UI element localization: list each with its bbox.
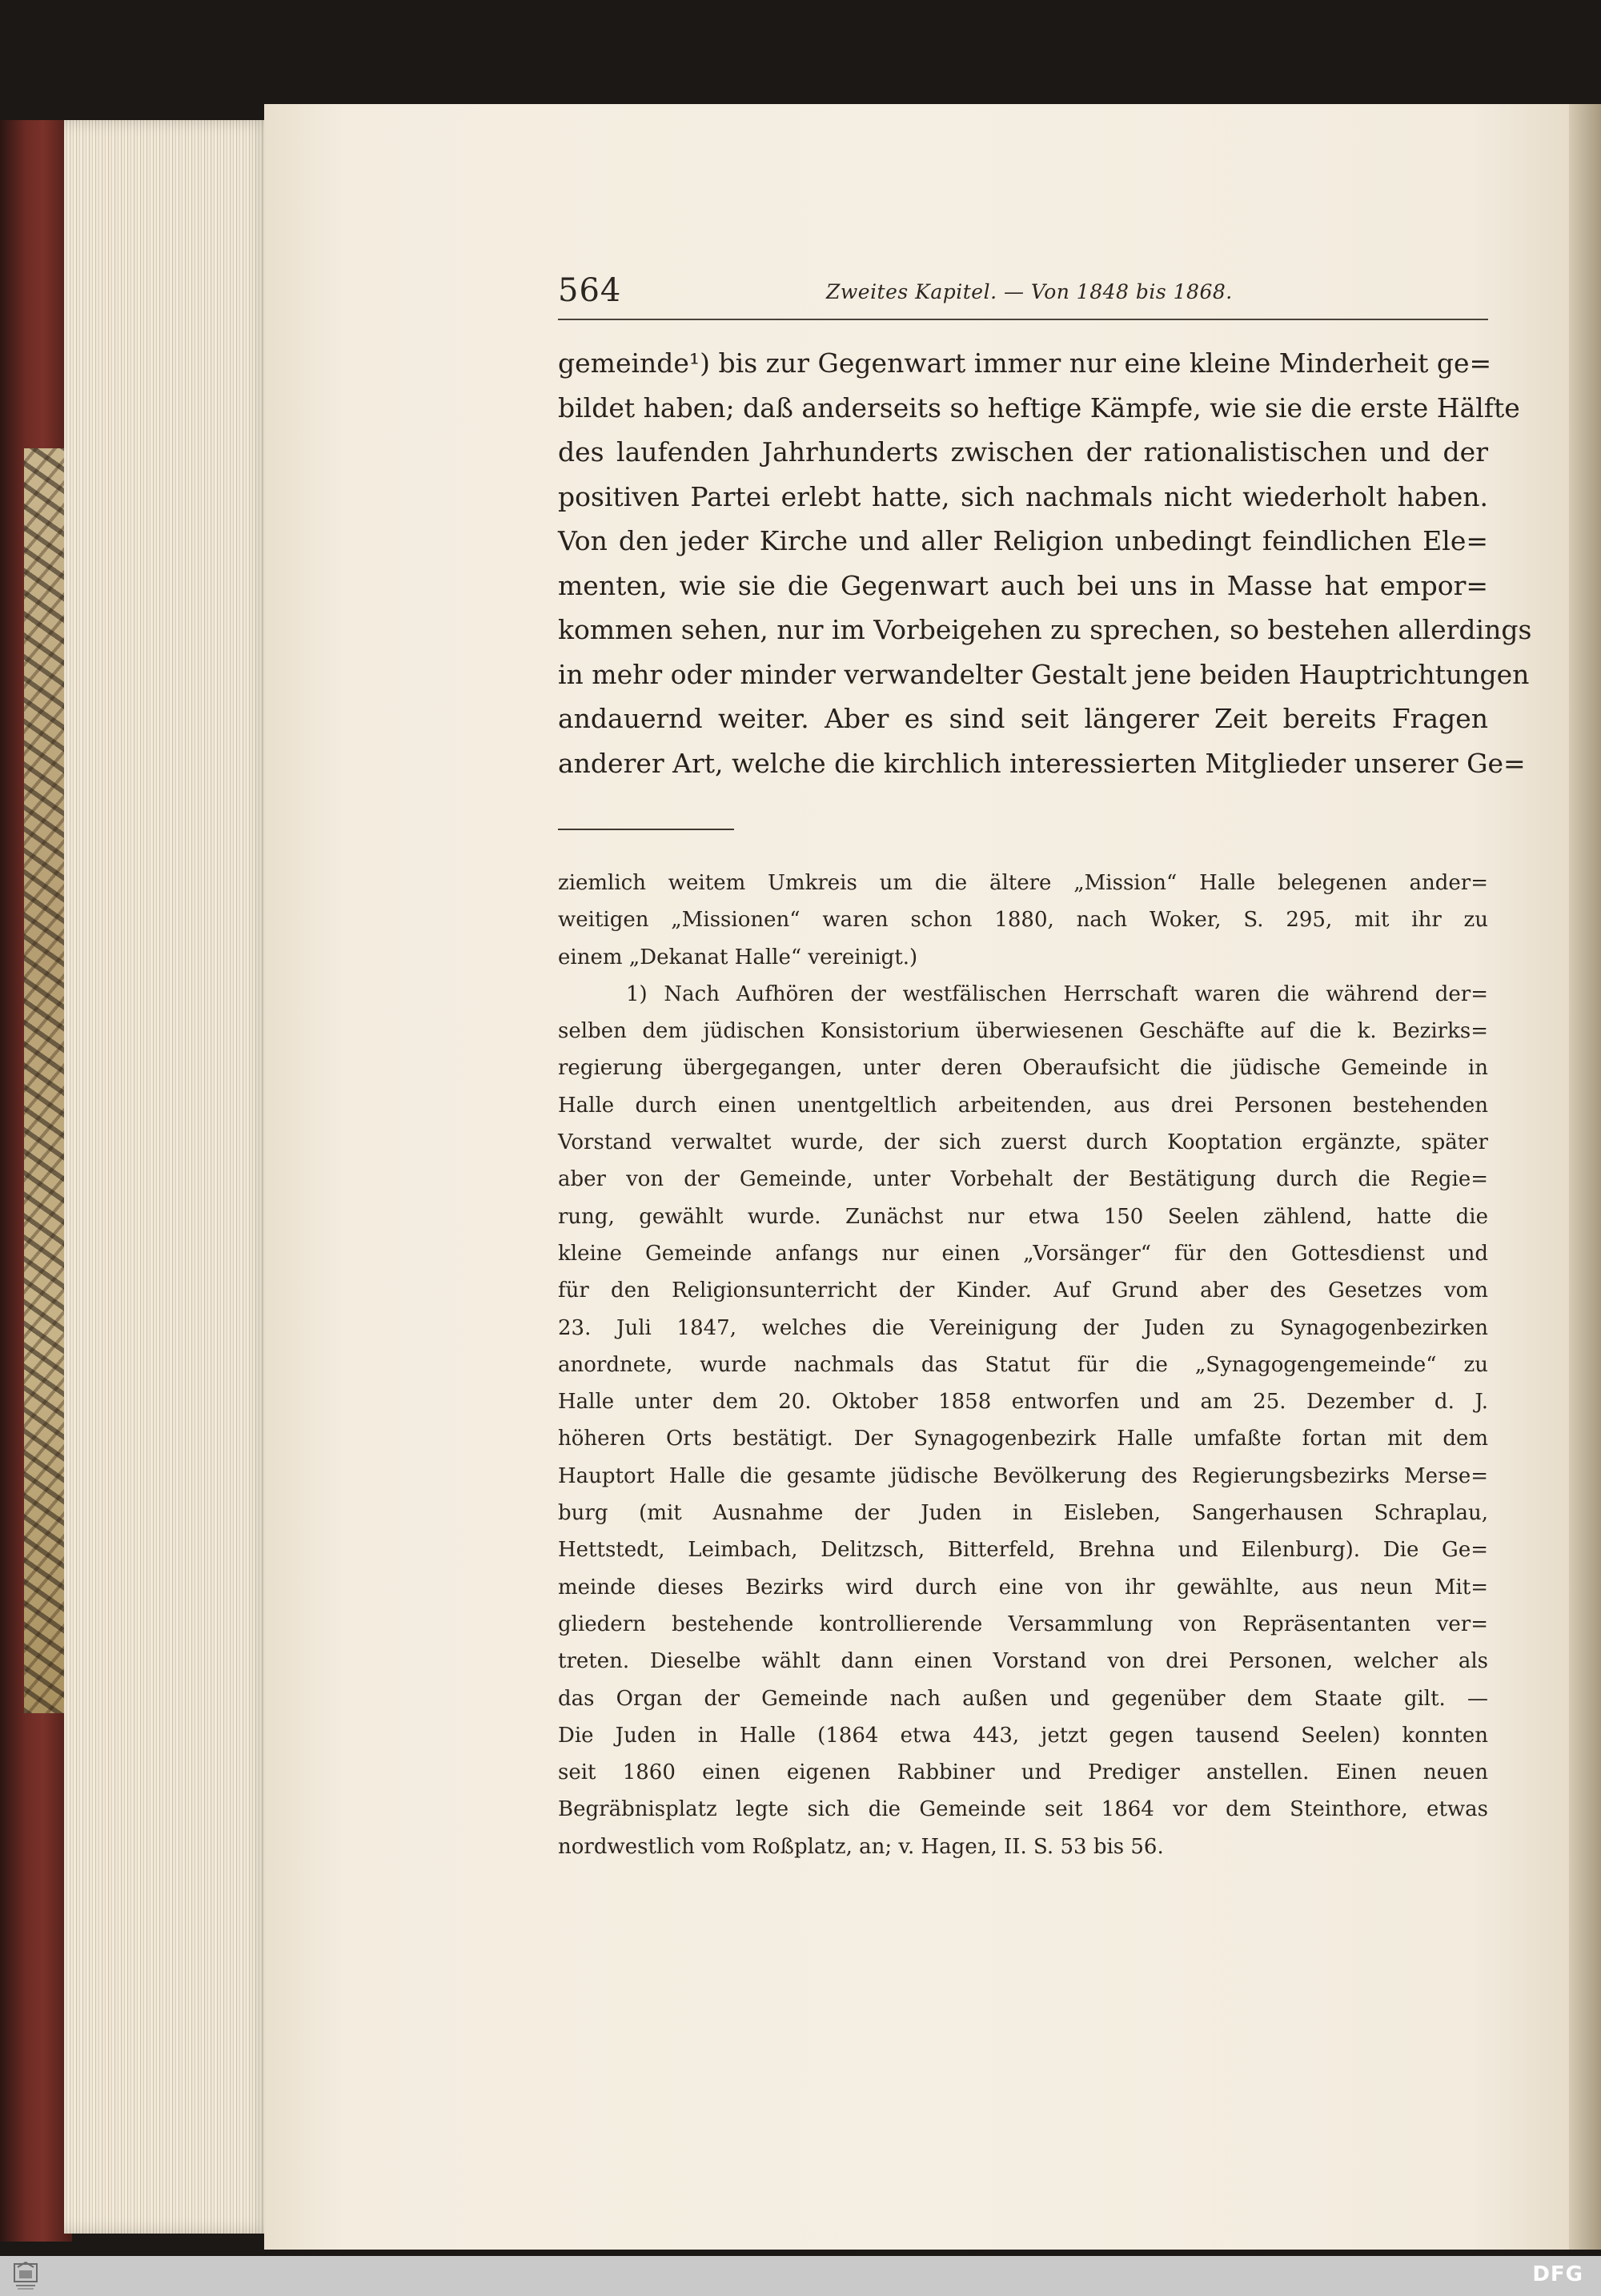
footnote-line: 1) Nach Aufhören der westfälischen Herrschaft waren die während der= [626, 981, 1488, 1006]
footnote-line: selben dem jüdischen Konsistorium überwiesenen Geschäfte auf die k. Bezirks= [558, 1019, 1488, 1044]
footnote-line: 23. Juli 1847, welches die Vereinigung der Juden zu Synagogenbezirken [558, 1315, 1488, 1340]
footnote-line: Die Juden in Halle (1864 etwa 443, jetzt gegen tausend Seelen) konnten [558, 1723, 1488, 1748]
page-header [558, 272, 1487, 320]
footnotes [558, 865, 1488, 1865]
body-line: kommen sehen, nur im Vorbeigehen zu sprechen, so bestehen allerdings [558, 614, 1532, 645]
footnote-line: einem „Dekanat Halle“ vereinigt.) [558, 945, 918, 969]
footnote-line: weitigen „Missionen“ waren schon 1880, nach Woker, S. 295, mit ihr zu [558, 908, 1488, 933]
body-text [558, 341, 1532, 785]
footnote-line: Vorstand verwaltet wurde, der sich zuerst durch Kooptation ergänzte, später [558, 1130, 1488, 1155]
footnote-separator [558, 829, 734, 830]
footnote-line: Halle unter dem 20. Oktober 1858 entworfen und am 25. Dezember d. J. [558, 1390, 1488, 1415]
footnote-line: Hettstedt, Leimbach, Delitzsch, Bitterfeld, Brehna und Eilenburg). Die Ge= [558, 1538, 1488, 1563]
footnote-line: ziemlich weitem Umkreis um die ältere „Mission“ Halle belegenen ander= [558, 871, 1488, 895]
body-line: Von den jeder Kirche und aller Religion unbedingt feindlichen Ele= [558, 525, 1488, 556]
page-stack [64, 120, 272, 2234]
footnote-line: kleine Gemeinde anfangs nur einen „Vorsänger“ für den Gottesdienst und [558, 1241, 1488, 1266]
body-line: in mehr oder minder verwandelter Gestalt jene beiden Hauptrichtungen [558, 658, 1530, 690]
body-line: gemeinde¹) bis zur Gegenwart immer nur eine kleine Minderheit ge= [558, 347, 1492, 379]
footnote-line: regierung übergegangen, unter deren Oberaufsicht die jüdische Gemeinde in [558, 1056, 1488, 1081]
footnote-line: burg (mit Ausnahme der Juden in Eisleben, Sangerhausen Schraplau, [558, 1501, 1488, 1526]
footnote-line: treten. Dieselbe wählt dann einen Vorstand von drei Personen, welcher als [558, 1649, 1488, 1674]
page-number: 564 [558, 272, 622, 309]
viewer-bottom-bar [0, 2256, 1601, 2296]
body-line: anderer Art, welche die kirchlich interessierten Mitglieder unserer Ge= [558, 747, 1526, 779]
footnote-line: seit 1860 einen eigenen Rabbiner und Prediger anstellen. Einen neuen [558, 1760, 1488, 1785]
marbled-endpaper [24, 448, 68, 1713]
footnote-line: aber von der Gemeinde, unter Vorbehalt der Bestätigung durch die Regie= [558, 1167, 1488, 1192]
footnote-line: für den Religionsunterricht der Kinder. Auf Grund aber des Gesetzes vom [558, 1278, 1488, 1303]
header-rule [558, 319, 1488, 320]
body-line: menten, wie sie die Gegenwart auch bei uns in Masse hat empor= [558, 569, 1488, 601]
dfg-logo: DFG [1532, 2262, 1583, 2286]
library-seal-icon [11, 2259, 40, 2293]
footnote-line: Halle durch einen unentgeltlich arbeitenden, aus drei Personen bestehenden [558, 1093, 1488, 1118]
footnote-line: das Organ der Gemeinde nach außen und gegenüber dem Staate gilt. — [558, 1686, 1488, 1711]
footnote-line: gliedern bestehende kontrollierende Versammlung von Repräsentanten ver= [558, 1612, 1488, 1636]
footnote-line: Hauptort Halle die gesamte jüdische Bevölkerung des Regierungsbezirks Merse= [558, 1463, 1488, 1488]
body-line: positiven Partei erlebt hatte, sich nachmals nicht wiederholt haben. [558, 480, 1488, 512]
body-line: andauernd weiter. Aber es sind seit längerer Zeit bereits Fragen [558, 703, 1488, 734]
body-line: bildet haben; daß anderseits so heftige Kämpfe, wie sie die erste Hälfte [558, 391, 1520, 423]
footnote-line: meinde dieses Bezirks wird durch eine von ihr gewählte, aus neun Mit= [558, 1575, 1488, 1600]
running-head: Zweites Kapitel. — Von 1848 bis 1868. [826, 280, 1233, 303]
footnote-line: rung, gewählt wurde. Zunächst nur etwa 150 Seelen zählend, hatte die [558, 1204, 1488, 1229]
footnote-line: nordwestlich vom Roßplatz, an; v. Hagen, II. S. 53 bis 56. [558, 1834, 1164, 1859]
footnote-line: anordnete, wurde nachmals das Statut für die „Synagogengemeinde“ zu [558, 1352, 1488, 1377]
footnote-line: Begräbnisplatz legte sich die Gemeinde seit 1864 vor dem Steinthore, etwas [558, 1797, 1488, 1822]
right-page-edge [1569, 104, 1601, 2250]
footnote-line: höheren Orts bestätigt. Der Synagogenbezirk Halle umfaßte fortan mit dem [558, 1427, 1488, 1451]
body-line: des laufenden Jahrhunderts zwischen der rationalistischen und der [558, 436, 1488, 468]
